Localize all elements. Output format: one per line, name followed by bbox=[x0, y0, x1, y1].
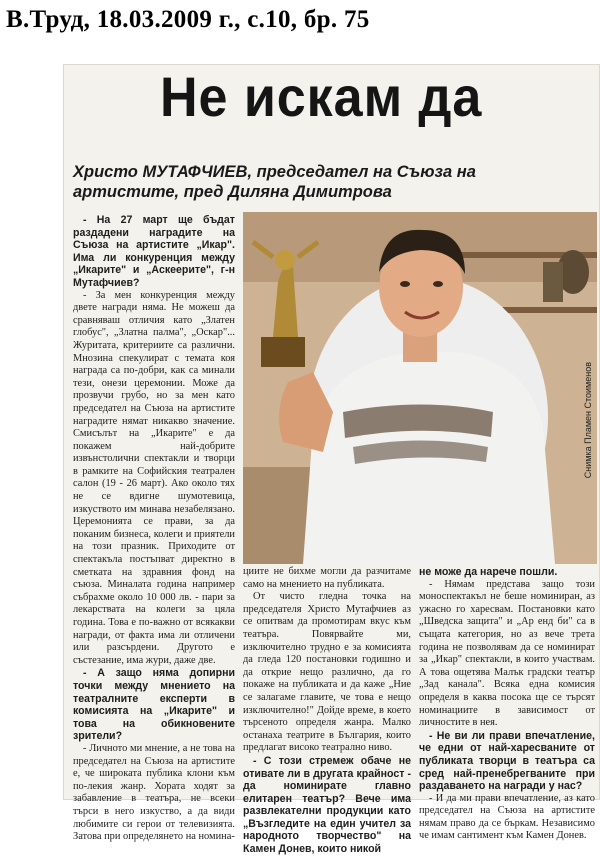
paragraph: - Личното ми мнение, а не това на председател на Съюза на артистите е, че широката публика клони към по-лекия жанр. Хората ходят за забавление в театъра, не всеки търси в него изкуство, а да види любимите си герои от телевизията. Затова при определянето на номина- bbox=[73, 742, 235, 843]
paragraph: - Не ви ли прави впечатление, че едни от най-харесваните от публиката творци в театъра са сред най-пренебрегваните при раздаването на награди у нас? bbox=[419, 729, 595, 793]
paragraph: не може да нарече пошли. bbox=[419, 566, 558, 578]
subheadline: Христо МУТАФЧИЕВ, председател на Съюза на артистите, пред Диляна Димитрова bbox=[73, 163, 476, 201]
article-column-2 bbox=[243, 566, 411, 856]
newspaper-clipping bbox=[63, 64, 600, 856]
article-column-3 bbox=[419, 566, 595, 842]
headline: Не искам да bbox=[160, 65, 483, 128]
paragraph: - И да ми прави впечатление, аз като председател на Съюза на артистите нямам право да се бъркам. Независимо че имам сантимент към Камен Донев. bbox=[419, 792, 595, 842]
paragraph: - С този стремеж обаче не отивате ли в другата крайност - да номинирате главно елитарен театър? Вече има развлекателни продукции като „Възгледите на един учител за народното творчество" на Камен Донев, които никой bbox=[243, 754, 411, 856]
paragraph: - За мен конкуренция между двете награди няма. Не можеш да сравняваш отличия като „Златен глобус", „Златна палма", „Оскар"... Журитата, критериите са различни. Мнозина спекулират с темата коя награда са по-добри, как са минали тези, онези церемонии. Може да прозвучи грубо, но за мен като председател на Съюза на артистите наградите нямат никакво значение. Смисълът на „Икарите" е да покажем най-добрите извънстолични спектакли и творци в рамките на Софийския театрален салон (19 - 26 март). Ако около тях не се вдигне шумотевица, изкуството им минава незабелязано. Церемонията се прави, за да поканим бизнеса, колеги и приятели на този празник. Приходите от спектакъла постъпват директно в сметката на здравния фонд на съюза. Миналата година например събрахме около 10 000 лв. - пари за лекарствата на колеги за цяла година. Това е по-важно от всякакви награди, от факта има ли отличени или разсърдени. Другото е състезание, има жури, даже две. bbox=[73, 289, 235, 666]
photo-credit: Снимка Пламен Стоименов bbox=[583, 362, 593, 479]
paragraph: От чисто гледна точка на председателя Христо Мутафчиев аз се опитвам да промотирам вкус към театъра. Повярвайте ми, изключително трудно е за комисията да гледа 120 постановки годишно и да открие нещо различно, да го покаже на публиката и да каже „Ние се залагаме главите, че това е нещо изключително!" Дойде време, в което търсеното определя жанра. Малко останаха театрите в България, които предлагат високо театрално ниво. bbox=[243, 591, 411, 754]
article-column-1 bbox=[73, 214, 235, 843]
article-photo bbox=[243, 212, 597, 564]
paragraph: - На 27 март ще бъдат раздадени наградите на Съюза на артистите „Икар". Има ли конкуренция между „Икарите" и „Аскеерите", г-н Мутафчиев? bbox=[73, 214, 235, 289]
photo-illustration bbox=[243, 212, 597, 564]
source-caption: В.Труд, 18.03.2009 г., с.10, бр. 75 bbox=[6, 6, 370, 33]
paragraph: циите не бихме могли да разчитаме само на мнението на публиката. bbox=[243, 566, 411, 590]
paragraph: - А защо няма допирни точки между мнението на театралните експерти в комисията на „Икарите" и това на обикновените зрители? bbox=[73, 667, 235, 743]
paragraph: - Нямам представа защо този моноспектакъл не беше номиниран, аз ужасно го харесвам. Постановки като „Шведска защита" и „Ар енд би" са в същата категория, но аз вече трета година не позволявам да се номинират за „Икар" спектакли, в които участвам. А това ощетява Малък градски театър „Зад канала". Всяка една комисия определя в каква посока ще се търсят номинациите в зависимост от личностите в нея. bbox=[419, 578, 595, 729]
